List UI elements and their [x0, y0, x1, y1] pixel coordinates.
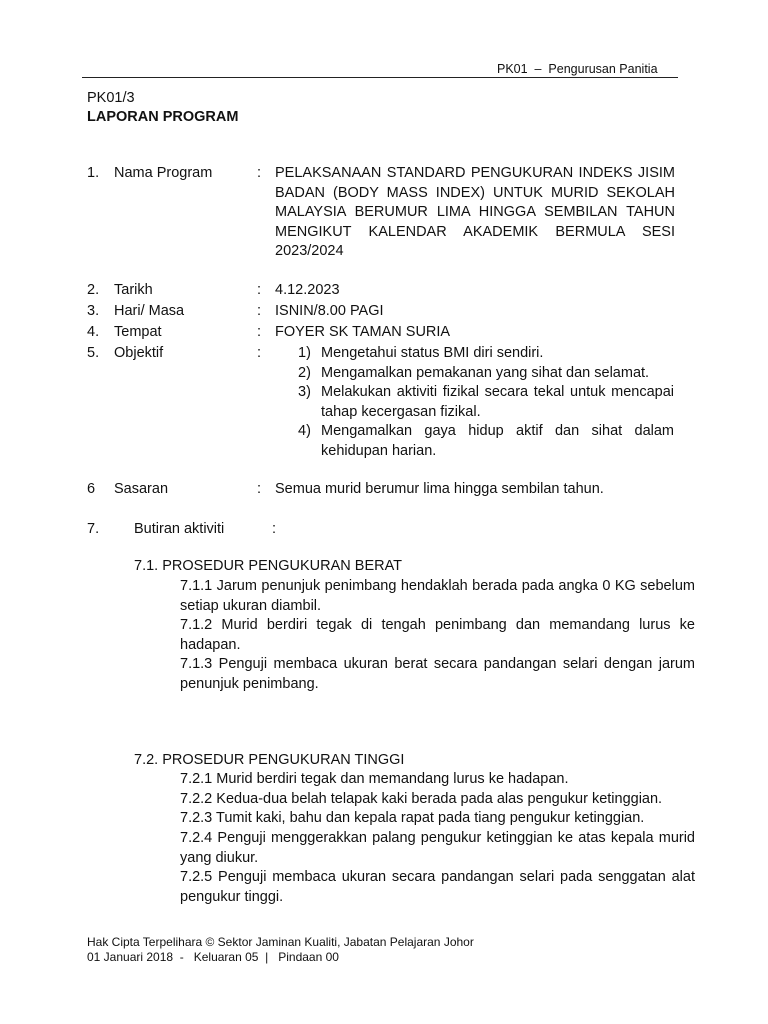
- objective-number: 4): [298, 423, 311, 439]
- procedure-step: 7.1.1 Jarum penunjuk penimbang hendaklah berada pada angka 0 KG sebelum setiap ukuran diambil.: [180, 578, 695, 614]
- document-title: LAPORAN PROGRAM: [87, 109, 239, 125]
- venue-value: FOYER SK TAMAN SURIA: [275, 324, 451, 340]
- objective-text: Mengetahui status BMI diri sendiri.: [321, 345, 544, 361]
- item-label: Objektif: [114, 345, 164, 361]
- objective-text: Mengamalkan gaya hidup aktif dan sihat dalam kehidupan harian.: [321, 423, 674, 459]
- objective-text: Melakukan aktiviti fizikal secara tekal untuk mencapai tahap kecergasan fizikal.: [321, 384, 674, 420]
- item-number: 6: [87, 481, 96, 497]
- item-colon: :: [257, 481, 262, 497]
- procedure-step: 7.2.4 Penguji menggerakkan palang pengukur ketinggian ke atas kepala murid yang diukur.: [180, 830, 695, 866]
- objective-text: Mengamalkan pemakanan yang sihat dan selamat.: [321, 365, 650, 381]
- day-time-value: ISNIN/8.00 PAGI: [275, 303, 384, 319]
- objective-number: 2): [298, 365, 311, 381]
- item-label: Hari/ Masa: [114, 303, 185, 319]
- item-colon: :: [272, 521, 277, 537]
- item-number: 5.: [87, 345, 100, 361]
- procedure-step: 7.2.5 Penguji membaca ukuran secara pandangan selari pada senggatan alat pengukur tinggi.: [180, 869, 695, 905]
- item-colon: :: [257, 282, 262, 298]
- document-id: PK01/3: [87, 90, 135, 106]
- item-colon: :: [257, 303, 262, 319]
- procedure-step: 7.2.1 Murid berdiri tegak dan memandang lurus ke hadapan.: [180, 771, 569, 787]
- item-colon: :: [257, 165, 262, 181]
- footer-copyright: Hak Cipta Terpelihara © Sektor Jaminan Kualiti, Jabatan Pelajaran Johor: [87, 935, 474, 949]
- page-header-text: PK01 – Pengurusan Panitia: [497, 62, 658, 76]
- section-heading: 7.2. PROSEDUR PENGUKURAN TINGGI: [134, 752, 405, 768]
- footer-revision: 01 Januari 2018 - Keluaran 05 | Pindaan 00: [87, 950, 339, 964]
- item-label: Sasaran: [114, 481, 169, 497]
- item-number: 4.: [87, 324, 100, 340]
- item-label: Tempat: [114, 324, 162, 340]
- header-rule: [82, 77, 678, 78]
- item-colon: :: [257, 324, 262, 340]
- program-name-value: PELAKSANAAN STANDARD PENGUKURAN INDEKS JISIM BADAN (BODY MASS INDEX) UNTUK MURID SEKOLAH MALAYSIA BERUMUR LIMA HINGGA SEMBILAN TAHUN MENGIKUT KALENDAR AKADEMIK BERMULA SESI 2023/2024: [275, 165, 675, 259]
- item-number: 1.: [87, 165, 100, 181]
- objective-number: 3): [298, 384, 311, 400]
- item-colon: :: [257, 345, 262, 361]
- objective-number: 1): [298, 345, 311, 361]
- item-label: Nama Program: [114, 165, 213, 181]
- item-number: 3.: [87, 303, 100, 319]
- procedure-step: 7.1.2 Murid berdiri tegak di tengah penimbang dan memandang lurus ke hadapan.: [180, 617, 695, 653]
- procedure-step: 7.2.3 Tumit kaki, bahu dan kepala rapat pada tiang pengukur ketinggian.: [180, 810, 645, 826]
- date-value: 4.12.2023: [275, 282, 340, 298]
- section-heading: 7.1. PROSEDUR PENGUKURAN BERAT: [134, 558, 403, 574]
- procedure-step: 7.1.3 Penguji membaca ukuran berat secara pandangan selari dengan jarum penunjuk penimbang.: [180, 656, 695, 692]
- item-label: Butiran aktiviti: [134, 521, 225, 537]
- item-number: 7.: [87, 521, 100, 537]
- target-value: Semua murid berumur lima hingga sembilan tahun.: [275, 481, 604, 497]
- item-number: 2.: [87, 282, 100, 298]
- procedure-step: 7.2.2 Kedua-dua belah telapak kaki berada pada alas pengukur ketinggian.: [180, 791, 663, 807]
- item-label: Tarikh: [114, 282, 153, 298]
